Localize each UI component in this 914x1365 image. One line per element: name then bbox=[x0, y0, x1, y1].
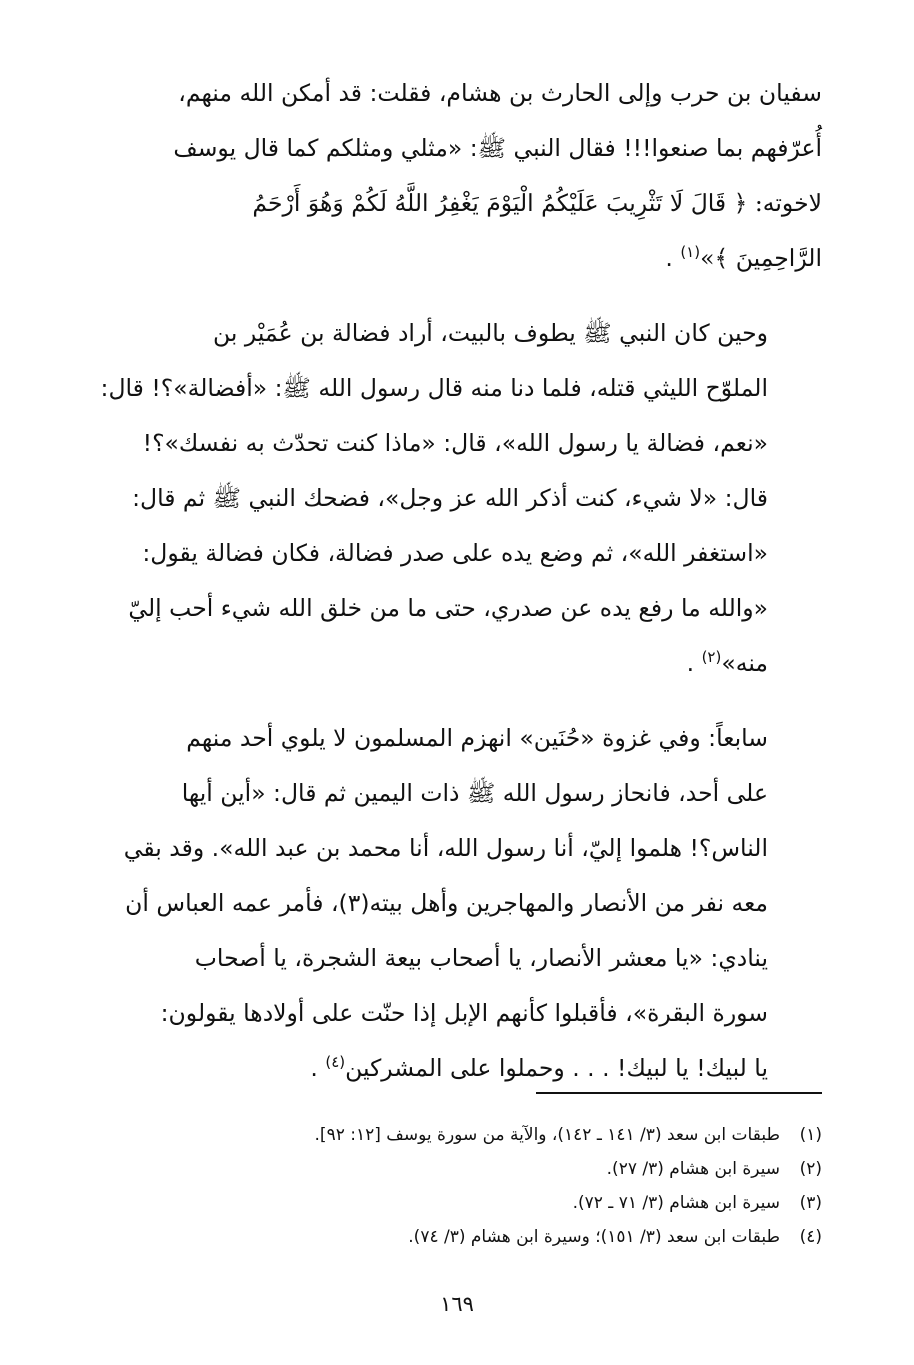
footnote-number: (٣) bbox=[799, 1193, 822, 1213]
footnote-ref-1: (١) bbox=[680, 243, 701, 262]
text-line: معه نفر من الأنصار والمهاجرين وأهل بيته(٣)، فأمر عمه العباس أن bbox=[125, 889, 768, 917]
paragraph-1 bbox=[112, 66, 822, 286]
text-line-end: منه» bbox=[721, 649, 768, 677]
footnote-text: طبقات ابن سعد (٣/ ١٤١ ـ ١٤٢)، والآية من سورة يوسف [١٢: ٩٢]. bbox=[314, 1125, 780, 1145]
text-line: سفيان بن حرب وإلى الحارث بن هشام، فقلت: قد أمكن الله منهم، bbox=[178, 79, 822, 107]
text-line: أُعرّفهم بما صنعوا!!! فقال النبي ﷺ: «مثلي ومثلكم كما قال يوسف bbox=[173, 134, 822, 162]
footnotes bbox=[182, 1118, 822, 1254]
footnote-2 bbox=[182, 1152, 822, 1186]
text-line: على أحد، فانحاز رسول الله ﷺ ذات اليمين ثم قال: «أين أيها bbox=[181, 779, 768, 807]
end-punctuation: . bbox=[665, 244, 673, 272]
text-line-end: يا لبيك! يا لبيك! . . . وحملوا على المشركين bbox=[345, 1054, 768, 1082]
quran-verse-end: الرَّاحِمِينَ ﴾» bbox=[700, 244, 822, 272]
text-line bbox=[112, 1041, 822, 1096]
paragraph-3 bbox=[112, 711, 822, 1096]
text-line: «نعم، فضالة يا رسول الله»، قال: «ماذا كنت تحدّث به نفسك»؟! bbox=[142, 429, 768, 457]
text-line bbox=[112, 636, 822, 691]
footnote-text: طبقات ابن سعد (٣/ ١٥١)؛ وسيرة ابن هشام (٣/ ٧٤). bbox=[408, 1227, 780, 1247]
text-line: الناس؟! هلموا إليّ، أنا رسول الله، أنا محمد بن عبد الله». وقد بقي bbox=[123, 834, 768, 862]
footnote-number: (٢) bbox=[799, 1159, 822, 1179]
text-line: سابعاً: وفي غزوة «حُنَين» انهزم المسلمون لا يلوي أحد منهم bbox=[186, 724, 768, 752]
quran-verse-line: لاخوته: ﴿ قَالَ لَا تَثْرِيبَ عَلَيْكُمُ الْيَوْمَ يَغْفِرُ اللَّهُ لَكُمْ وَهُوَ أَرْحَمُ bbox=[252, 189, 822, 217]
footnote-ref-4: (٤) bbox=[325, 1053, 346, 1072]
end-punctuation: . bbox=[310, 1054, 318, 1082]
text-line: «والله ما رفع يده عن صدري، حتى ما من خلق الله شيء أحب إليّ bbox=[128, 594, 768, 622]
footnote-text: سيرة ابن هشام (٣/ ٧١ ـ ٧٢). bbox=[572, 1193, 780, 1213]
footnote-number: (٤) bbox=[799, 1227, 822, 1247]
text-line bbox=[112, 231, 822, 286]
footnote-number: (١) bbox=[799, 1125, 822, 1145]
text-line: ينادي: «يا معشر الأنصار، يا أصحاب بيعة الشجرة، يا أصحاب bbox=[194, 944, 768, 972]
footnote-3 bbox=[182, 1186, 822, 1220]
paragraph-2 bbox=[100, 306, 822, 691]
footnote-ref-2: (٢) bbox=[701, 648, 722, 667]
footnote-1 bbox=[182, 1118, 822, 1152]
text-line: «استغفر الله»، ثم وضع يده على صدر فضالة، فكان فضالة يقول: bbox=[142, 539, 768, 567]
text-line: الملوّح الليثي قتله، فلما دنا منه قال رسول الله ﷺ: «أفضالة»؟! قال: bbox=[100, 374, 768, 402]
footnote-4 bbox=[182, 1220, 822, 1254]
text-line: سورة البقرة»، فأقبلوا كأنهم الإبل إذا حنّت على أولادها يقولون: bbox=[160, 999, 768, 1027]
footnote-divider bbox=[536, 1092, 822, 1094]
footnote-text: سيرة ابن هشام (٣/ ٢٧). bbox=[606, 1159, 780, 1179]
text-line: وحين كان النبي ﷺ يطوف بالبيت، أراد فضالة بن عُمَيْر بن bbox=[213, 319, 768, 347]
page-number: ١٦٩ bbox=[440, 1292, 474, 1316]
main-text bbox=[100, 66, 822, 1096]
text-line: قال: «لا شيء، كنت أذكر الله عز وجل»، فضحك النبي ﷺ ثم قال: bbox=[132, 484, 768, 512]
end-punctuation: . bbox=[686, 649, 695, 677]
